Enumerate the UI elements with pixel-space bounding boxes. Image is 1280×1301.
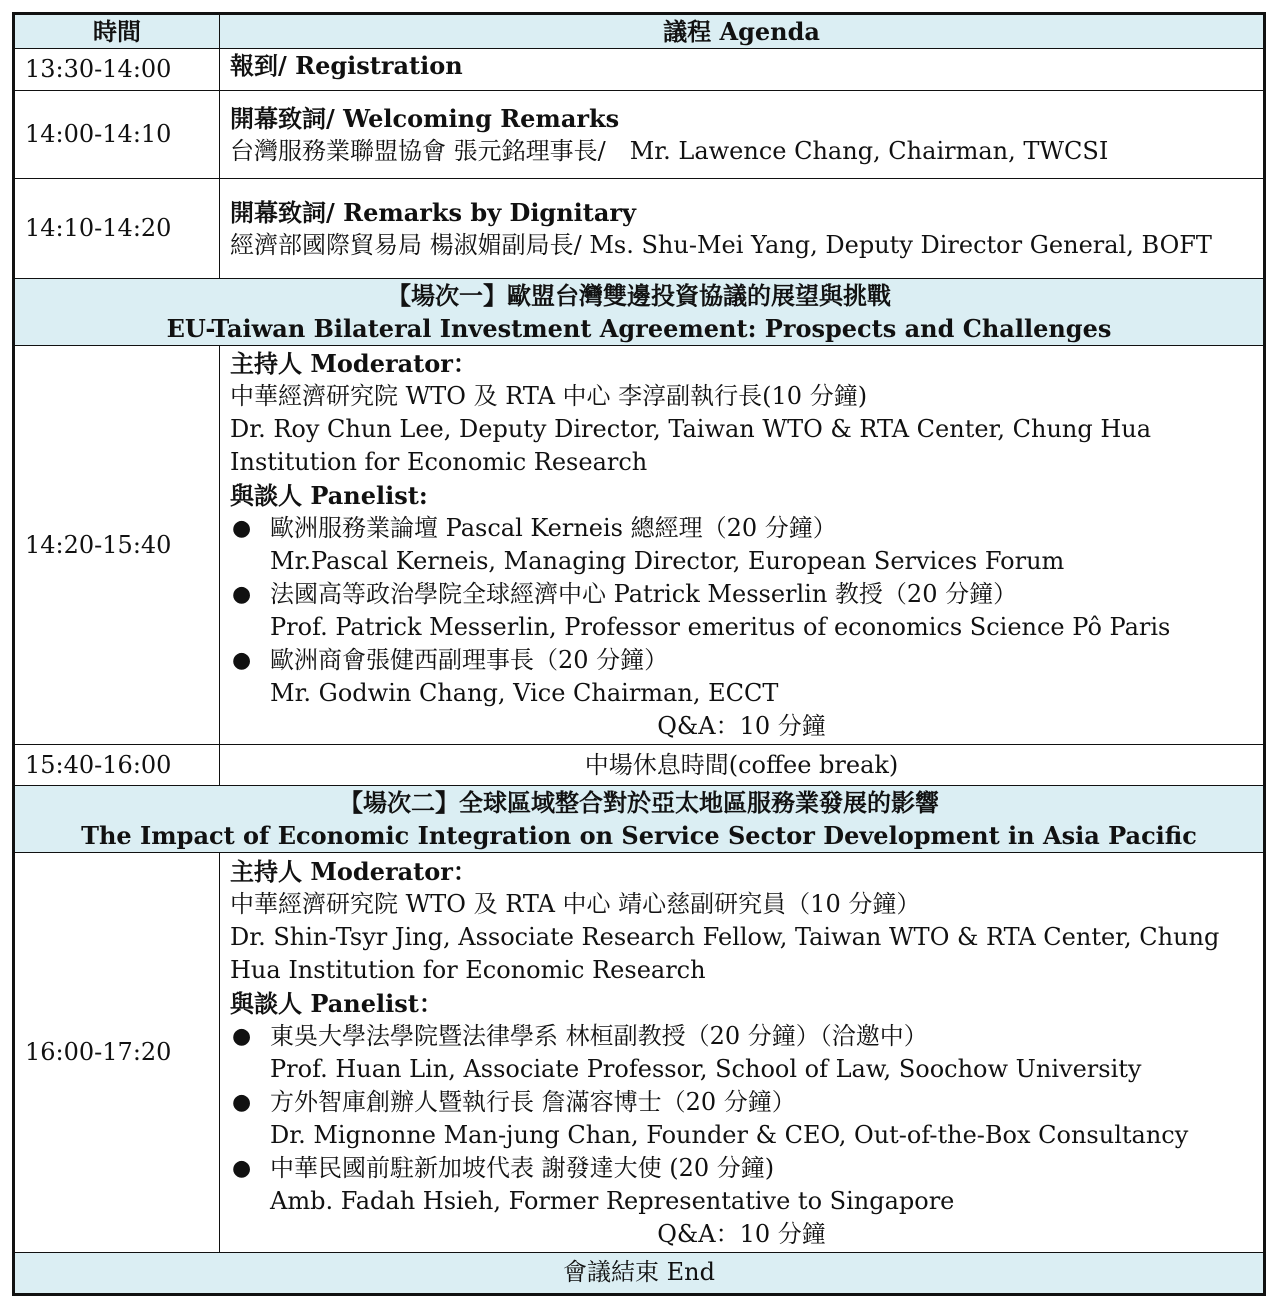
panelist-zh: 歐洲服務業論壇 Pascal Kerneis 總經理（20 分鐘） [270, 514, 837, 543]
session-row [14, 346, 1265, 745]
agenda-detail: 經濟部國際貿易局 楊淑媚副局長/ Ms. Shu-Mei Yang, Deputy Director General, BOFT [230, 230, 1212, 259]
session-title-cell [14, 786, 1265, 853]
panelist-list [230, 512, 1253, 710]
panelist-zh: 歐洲商會張健西副理事長（20 分鐘） [270, 646, 669, 675]
time-cell: 15:40-16:00 [14, 745, 220, 786]
qa-line: Q&A：10 分鐘 [657, 712, 826, 741]
panelist-list [230, 1020, 1253, 1218]
agenda-title: 報到/ Registration [230, 51, 463, 81]
time-cell: 14:00-14:10 [14, 91, 220, 179]
break-label: 中場休息時間(coffee break) [220, 745, 1265, 786]
session-title-zh: 【場次二】全球區域整合對於亞太地區服務業發展的影響 [339, 788, 939, 818]
moderator-en: Dr. Shin-Tsyr Jing, Associate Research Fellow, Taiwan WTO & RTA Center, Chung Hua Institution for Economic Research [230, 922, 1220, 984]
qa-line: Q&A：10 分鐘 [657, 1219, 826, 1248]
time-cell: 14:20-15:40 [14, 346, 220, 745]
bullet-icon: ● [232, 1155, 252, 1181]
session-header [14, 786, 1265, 853]
time-cell: 16:00-17:20 [14, 853, 220, 1253]
session-header [14, 279, 1265, 346]
session-title-cell [14, 279, 1265, 346]
agenda-cell [220, 49, 1265, 91]
time-cell: 14:10-14:20 [14, 179, 220, 279]
session-title-en: The Impact of Economic Integration on Service Sector Development in Asia Pacific [81, 821, 1197, 851]
panelist-en: Mr. Godwin Chang, Vice Chairman, ECCT [270, 679, 779, 708]
panelist-item [230, 1152, 1253, 1218]
agenda-table [12, 12, 1266, 1296]
break-row [14, 745, 1265, 786]
panelist-en: Prof. Patrick Messerlin, Professor emeritus of economics Science Pô Paris [270, 613, 1171, 642]
agenda-row [14, 49, 1265, 91]
panelist-en: Prof. Huan Lin, Associate Professor, School of Law, Soochow University [270, 1054, 1142, 1083]
panelist-item [230, 578, 1253, 644]
panelist-item [230, 512, 1253, 578]
session-detail-cell [220, 853, 1265, 1253]
header-agenda: 議程 Agenda [220, 14, 1265, 49]
panelist-item [230, 644, 1253, 710]
agenda-row [14, 179, 1265, 279]
panelist-label: 與談人 Panelist： [230, 988, 443, 1018]
end-row [14, 1252, 1265, 1294]
bullet-icon: ● [232, 1089, 252, 1115]
panelist-en: Mr.Pascal Kerneis, Managing Director, European Services Forum [270, 547, 1065, 576]
panelist-label: 與談人 Panelist: [230, 481, 428, 511]
panelist-zh: 中華民國前駐新加坡代表 謝發達大使 (20 分鐘) [270, 1153, 775, 1182]
session-title-en: EU-Taiwan Bilateral Investment Agreement: Prospects and Challenges [166, 314, 1112, 344]
header-row [14, 14, 1265, 49]
bullet-icon: ● [232, 582, 252, 608]
moderator-zh: 中華經濟研究院 WTO 及 RTA 中心 李淳副執行長(10 分鐘) [230, 382, 868, 411]
panelist-zh: 東吳大學法學院暨法律學系 林桓副教授（20 分鐘）（洽邀中） [270, 1021, 928, 1050]
bullet-icon: ● [232, 1023, 252, 1049]
session-row [14, 853, 1265, 1253]
panelist-en: Dr. Mignonne Man-jung Chan, Founder & CEO, Out-of-the-Box Consultancy [270, 1120, 1189, 1149]
moderator-label: 主持人 Moderator： [230, 856, 477, 886]
session-title-zh: 【場次一】歐盟台灣雙邊投資協議的展望與挑戰 [387, 281, 891, 311]
bullet-icon: ● [232, 648, 252, 674]
agenda-title: 開幕致詞/ Remarks by Dignitary [230, 197, 637, 227]
bullet-icon: ● [232, 516, 252, 542]
panelist-en: Amb. Fadah Hsieh, Former Representative to Singapore [270, 1186, 955, 1215]
agenda-cell [220, 179, 1265, 279]
moderator-label: 主持人 Moderator： [230, 349, 477, 379]
panelist-item [230, 1020, 1253, 1086]
panelist-zh: 法國高等政治學院全球經濟中心 Patrick Messerlin 教授（20 分鐘） [270, 580, 1018, 609]
panelist-item [230, 1086, 1253, 1152]
moderator-en: Dr. Roy Chun Lee, Deputy Director, Taiwan WTO & RTA Center, Chung Hua Institution for Economic Research [230, 415, 1152, 477]
panelist-zh: 方外智庫創辦人暨執行長 詹滿容博士（20 分鐘） [270, 1087, 796, 1116]
agenda-title: 開幕致詞/ Welcoming Remarks [230, 103, 620, 133]
header-time: 時間 [14, 14, 220, 49]
time-cell: 13:30-14:00 [14, 49, 220, 91]
session-detail-cell [220, 346, 1265, 745]
moderator-zh: 中華經濟研究院 WTO 及 RTA 中心 靖心慈副研究員（10 分鐘） [230, 889, 921, 918]
agenda-cell [220, 91, 1265, 179]
agenda-detail: 台灣服務業聯盟協會 張元銘理事長/ Mr. Lawence Chang, Chairman, TWCSI [230, 136, 1109, 165]
end-label: 會議結束 End [14, 1252, 1265, 1294]
agenda-row [14, 91, 1265, 179]
